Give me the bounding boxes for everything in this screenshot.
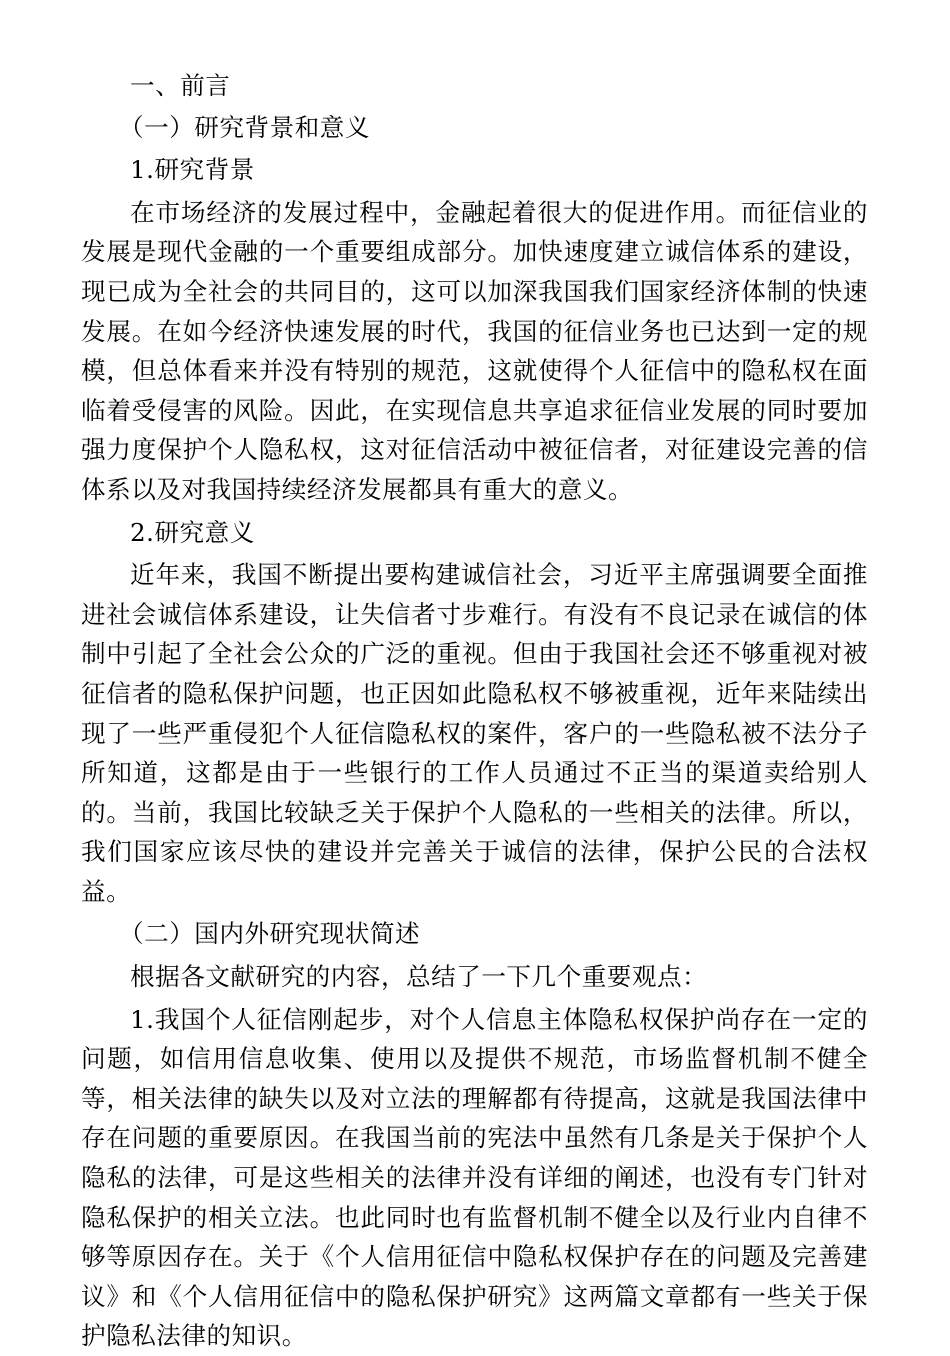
paragraph-research-background: 在市场经济的发展过程中，金融起着很大的促进作用。而征信业的发展是现代金融的一个重要组成部分。加快速度建立诚信体系的建设，现已成为全社会的共同目的，这可以加深我国我们国家经济体制的快速发展。在如今经济快速发展的时代，我国的征信业务也已达到一定的规模，但总体看来并没有特别的规范，这就使得个人征信中的隐私权在面临着受侵害的风险。因此，在实现信息共享追求征信业发展的同时要加强力度保护个人隐私权，这对征信活动中被征信者，对征建设完善的信体系以及对我国持续经济发展都具有重大的意义。 bbox=[81, 197, 868, 504]
subsection-title-background: （一）研究背景和意义 bbox=[119, 112, 370, 142]
item-title-research-background: 1.研究背景 bbox=[130, 155, 255, 185]
paragraph-summary-intro: 根据各文献研究的内容，总结了一下几个重要观点： bbox=[130, 962, 708, 992]
document-page bbox=[81, 66, 868, 1356]
paragraph-research-significance: 近年来，我国不断提出要构建诚信社会，习近平主席强调要全面推进社会诚信体系建设，让失信者寸步难行。有没有不良记录在诚信的体制中引起了全社会公众的广泛的重视。但由于我国社会还不够重视对被征信者的隐私保护问题，也正因如此隐私权不够被重视，近年来陆续出现了一些严重侵犯个人征信隐私权的案件，客户的一些隐私被不法分子所知道，这都是由于一些银行的工作人员通过不正当的渠道卖给别人的。当前，我国比较缺乏关于保护个人隐私的一些相关的法律。所以，我们国家应该尽快的建设并完善关于诚信的法律，保护公民的合法权益。 bbox=[81, 560, 868, 906]
item-title-research-significance: 2.研究意义 bbox=[130, 517, 255, 547]
paragraph-point-1: 1.我国个人征信刚起步，对个人信息主体隐私权保护尚存在一定的问题，如信用信息收集、使用以及提供不规范，市场监督机制不健全等，相关法律的缺失以及对立法的理解都有待提高，这就是我国法律中存在问题的重要原因。在我国当前的宪法中虽然有几条是关于保护个人隐私的法律，可是这些相关的法律并没有详细的阐述，也没有专门针对隐私保护的相关立法。也此同时也有监督机制不健全以及行业内自律不够等原因存在。关于《个人信用征信中隐私权保护存在的问题及完善建议》和《个人信用征信中的隐私保护研究》这两篇文章都有一些关于保护隐私法律的知识。 bbox=[81, 1004, 868, 1351]
section-title: 一、前言 bbox=[130, 71, 231, 100]
subsection-title-literature-review: （二）国内外研究现状简述 bbox=[119, 919, 421, 949]
